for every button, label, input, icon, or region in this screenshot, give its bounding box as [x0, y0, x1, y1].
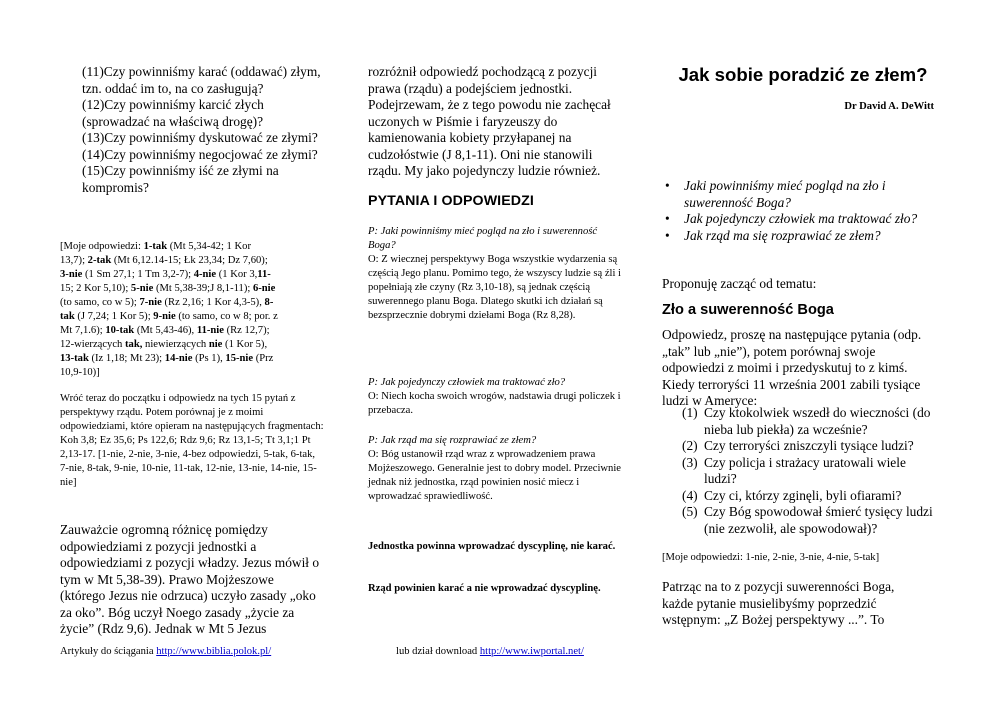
list-item [682, 504, 934, 537]
question-number: (5) [682, 504, 698, 519]
question-text: Czy terroryści zniszczyli tysiące ludzi? [704, 438, 914, 453]
answers-line: 15; 2 Kor 5,10); 5-nie (Mt 5,38-39;J 8,1-11); 6-nie [60, 283, 276, 294]
propose-line: Proponuję zacząć od tematu: [662, 276, 817, 291]
government-perspective-paragraph: Wróć teraz do początku i odpowiedz na tych 15 pytań z perspektywy rządu. Potem porównaj je z moimi odpowiedziami, które opieram na następujących fragmentach: Koh 3,8; Ez 35,6; Ps 122,6; Rdz 9,6; Rz 13,1-5; Tt 3,1;1 Pt 2,13-17. [1-nie, 2-nie, 3-nie, 4-bez odpowiedzi, 5-tak, 6-tak, 7-nie, 8-tak, 9-nie, 10-nie, 11-tak, 12-nie, 13-nie, 14-nie, 15-nie] [60, 393, 324, 488]
bullet-text: Jaki powinniśmy mieć pogląd na zło i suwerenność Boga? [684, 178, 886, 210]
qa-question: P: Jaki powinniśmy mieć pogląd na zło i suwerenność Boga? [368, 226, 598, 251]
answers-line: 13,7); 2-tak (Mt 6,12.14-15; Łk 23,34; Dz 7,60); [60, 255, 268, 266]
questions-list-11-15 [82, 64, 330, 196]
question-14: (14)Czy powinniśmy negocjować ze złymi? [82, 146, 318, 162]
answers-line: Mt 7,1.6); 10-tak (Mt 5,43-46), 11-nie (Rz 12,7); [60, 325, 270, 336]
question-number: (2) [682, 438, 698, 453]
bullet-icon: • [665, 178, 670, 193]
answers-line: (to samo, co w 5); 7-nie (Rz 2,16; 1 Kor 4,3-5), 8- [60, 297, 274, 308]
iwportal-link[interactable]: http://www.iwportal.net/ [479, 646, 584, 657]
question-text: Czy ci, którzy zginęli, byli ofiarami? [704, 487, 902, 503]
footer-label: Artykuły do ściągania [60, 646, 157, 657]
list-item [662, 211, 934, 228]
qa-item [368, 376, 624, 418]
page-title: Jak sobie poradzić ze złem? [678, 64, 928, 85]
answers-line: tak (J 7,24; 1 Kor 5); 9-nie (to samo, co w 8; por. z [60, 311, 278, 322]
list-item [682, 488, 934, 505]
answers-line: 3-nie (1 Sm 27,1; 1 Tm 3,2-7); 4-nie (1 Kor 3,11- [60, 269, 271, 280]
author: Dr David A. DeWitt [844, 101, 934, 112]
individual-rule: Jednostka powinna wprowadzać dyscyplinę, nie karać. [368, 541, 616, 552]
list-item [682, 455, 934, 488]
list-item [662, 228, 934, 245]
answers-line: 10,9-10)] [60, 367, 100, 378]
qa-item [368, 225, 624, 323]
question-text: Czy Bóg spowodował śmierć tysięcy ludzi (nie zezwolił, ale spowodował)? [704, 504, 933, 536]
bullet-text: Jak pojedynczy człowiek ma traktować zło? [684, 211, 918, 226]
qa-item [368, 434, 624, 504]
footer-left [60, 646, 271, 657]
difference-paragraph: Zauważcie ogromną różnicę pomiędzy odpowiedziami z pozycji jednostki a odpowiedziami z pozycji władzy. Jezus mówił o tym w Mt 5,38-39). Prawo Mojżeszowe (którego Jezus nie odrzuca) uczyło zasady „oko za oko”. Bóg uczył Noego zasady „życie za życie” (Rdz 9,6). Jednak w Mt 5 Jezus [60, 522, 320, 636]
biblia-link[interactable]: http://www.biblia.polok.pl/ [156, 646, 272, 657]
list-item [682, 438, 934, 455]
section-heading: Zło a suwerenność Boga [662, 302, 834, 318]
bullet-icon: • [665, 211, 670, 226]
list-item [682, 405, 934, 438]
topic-bullets [662, 178, 934, 244]
question-15: (15)Czy powinniśmy iść ze złymi na kompromis? [82, 163, 279, 195]
question-number: (3) [682, 454, 698, 470]
list-item [662, 178, 934, 211]
footer-right [396, 646, 584, 657]
question-11: (11)Czy powinniśmy karać (oddawać) złym, tzn. oddać im to, na co zasługują? [82, 64, 321, 96]
qa-answer: O: Niech kocha swoich wrogów, nadstawia drugi policzek i przebacza. [368, 391, 621, 416]
instructions-paragraph: Odpowiedz, proszę na następujące pytania (odp. „tak” lub „nie”), potem porównaj swoje odpowiedzi z moimi i przedyskutuj to z kimś. Kiedy terroryści 11 września 2001 zabili tysiące ludzi w Ameryce: [662, 327, 922, 408]
intro-paragraph: rozróżnił odpowiedź pochodzącą z pozycji prawa (rządu) a podejściem jednostki. Podejrzewam, że z tego powodu nie zachęcał uczonych w Piśmie i faryzeuszy do kamienowania kobiety przyłapanej na cudzołóstwie (J 8,1-11). Oni nie stanowili rządu. My jako pojedynczy ludzie również. [368, 64, 611, 178]
question-number: (1) [682, 405, 698, 420]
question-text: Czy ktokolwiek wszedł do wieczności (do nieba lub piekła) za wcześnie? [704, 405, 931, 437]
my-answers-block [60, 240, 330, 380]
qa-answer: O: Z wiecznej perspektywy Boga wszystkie wydarzenia są częścią Jego planu. Pomimo tego, że wszyscy ludzie są źli i popełniają złe czyny (Rz 3,10-18), są jednak częścią suwerennego planu Boga. Dlatego skutki ich działań są bezsprzecznie dobrymi dziełami Boga (Rz 8,28). [368, 254, 621, 321]
qa-question: P: Jak pojedynczy człowiek ma traktować zło? [368, 377, 566, 388]
conclusion-paragraph: Patrząc na to z pozycji suwerenności Boga, każde pytanie musielibyśmy poprzedzić wstępnym: „Z Bożej perspektywy ...”. To [662, 579, 895, 627]
answers-line: 12-wierzących tak, niewierzących nie (1 Kor 5), [60, 339, 268, 350]
footer-label: lub dział download [396, 646, 480, 657]
answers-line: 13-tak (Iz 1,18; Mt 23); 14-nie (Ps 1), 15-nie (Prz [60, 353, 274, 364]
question-12: (12)Czy powinniśmy karcić złych (sprowadzać na właściwą drogę)? [82, 97, 264, 129]
qa-heading: PYTANIA I ODPOWIEDZI [368, 193, 534, 209]
qa-answer: O: Bóg ustanowił rząd wraz z wprowadzeniem prawa Mojżeszowego. Generalnie jest to dobry model. Przeciwnie jednak niż jednostka, rząd powinien nosić miecz i wprowadzać sprawiedliwość. [368, 449, 621, 502]
question-number: (4) [682, 487, 698, 503]
answers-line: [Moje odpowiedzi: 1-tak (Mt 5,34-42; 1 Kor [60, 241, 251, 252]
questions-list-1-5 [682, 405, 934, 537]
question-text: Czy policja i strażacy uratowali wiele ludzi? [704, 454, 906, 486]
government-rule: Rząd powinien karać a nie wprowadzać dyscyplinę. [368, 583, 601, 594]
bullet-icon: • [665, 227, 670, 243]
my-answers-line: [Moje odpowiedzi: 1-nie, 2-nie, 3-nie, 4-nie, 5-tak] [662, 552, 880, 563]
bullet-text: Jak rząd ma się rozprawiać ze złem? [684, 227, 881, 243]
qa-question: P: Jak rząd ma się rozprawiać ze złem? [368, 435, 537, 446]
question-13: (13)Czy powinniśmy dyskutować ze złymi? [82, 130, 318, 145]
